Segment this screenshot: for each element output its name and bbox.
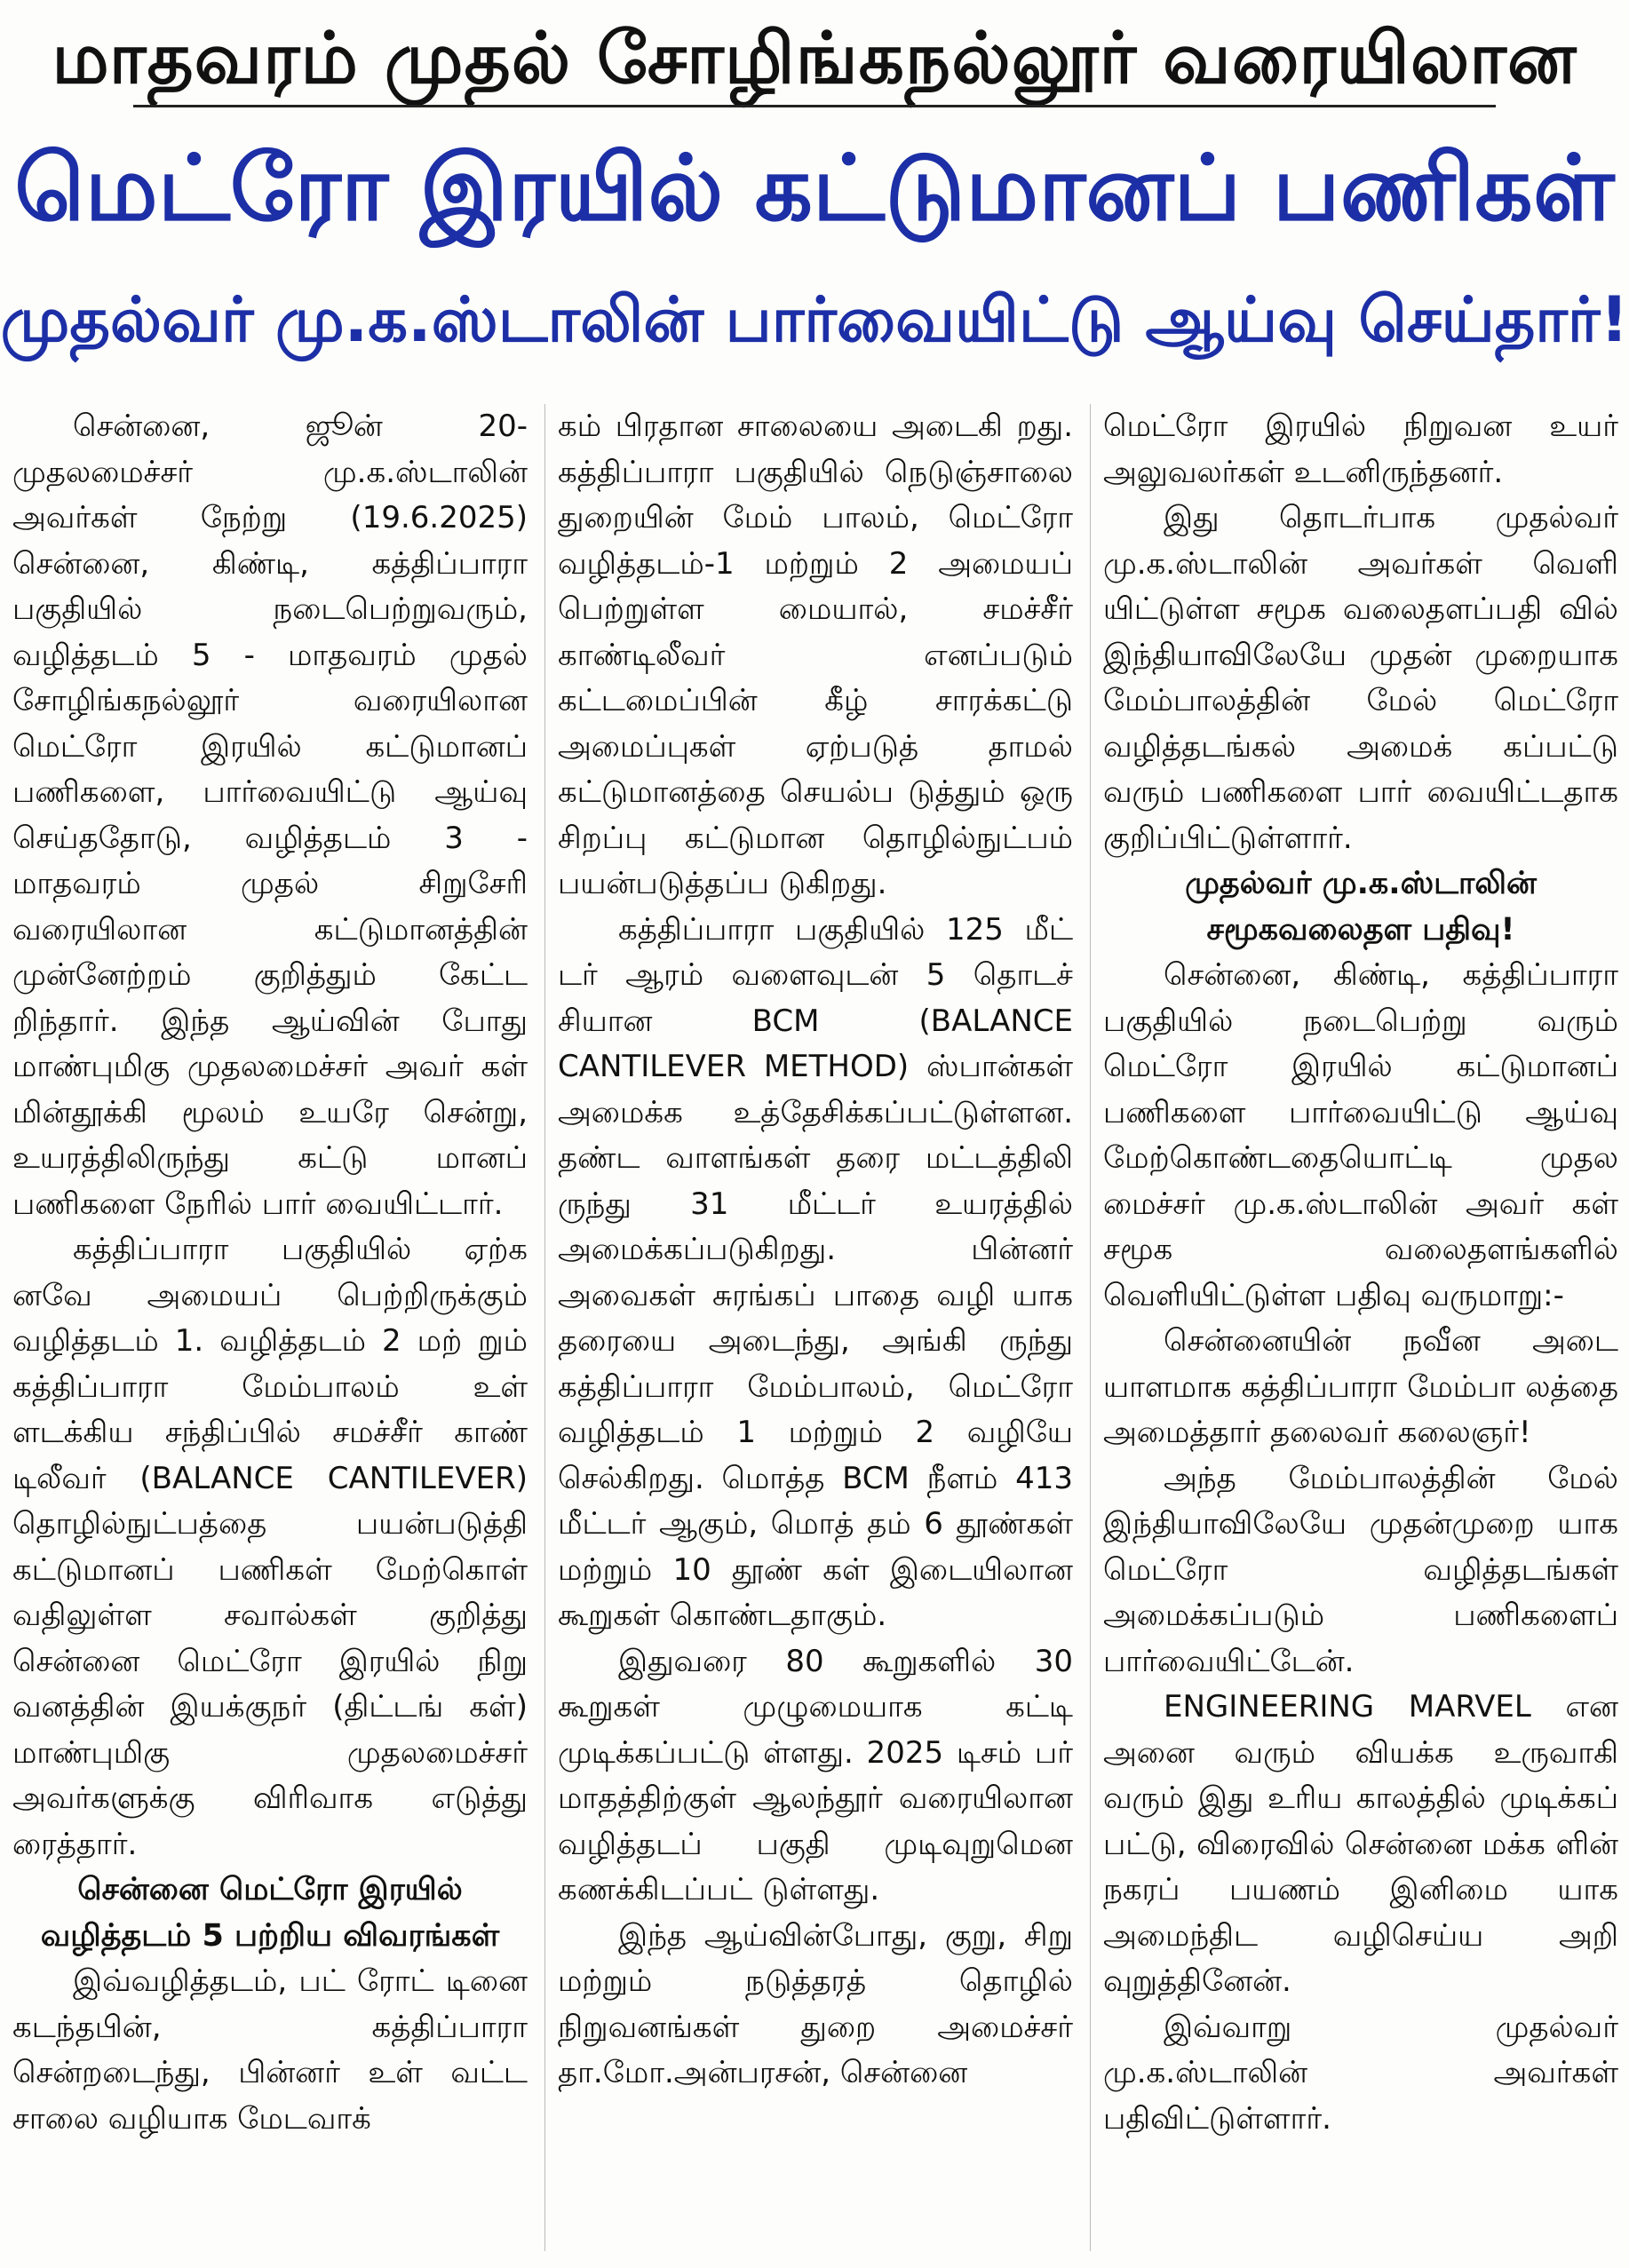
article-column-1 [12,404,528,2142]
main-headline-line1: மெட்ரோ இரயில் கட்டுமானப் பணிகள் [14,136,1615,242]
article-column-3 [1103,404,1618,2142]
paragraph: சென்னை, கிண்டி, கத்திப்பாரா பகுதியில் நடைபெற்று வரும் மெட்ரோ இரயில் கட்டுமானப் பணிகளை பார்வையிட்டு ஆய்வு மேற்கொண்டதையொட்டி முதல மைச்சர் மு.க.ஸ்டாலின் அவர் கள் சமூக வலைதளங்களில் வெளியிட்டுள்ள பதிவு வருமாறு:- [1103,957,1618,1313]
paragraph: இதுவரை 80 கூறுகளில் 30 கூறுகள் முழுமையாக கட்டி முடிக்கப்பட்டு ள்ளது. 2025 டிசம் பர் மாதத்திற்குள் ஆலந்தூர் வரையிலான வழித்தடப் பகுதி முடிவுறுமென கணக்கிடப்பட் டுள்ளது. [558,1643,1073,1907]
paragraph: இந்த ஆய்வின்போது, குறு, சிறு மற்றும் நடுத்தரத் தொழில் நிறுவனங்கள் துறை அமைச்சர் தா.மோ.அன்பரசன், சென்னை [558,1917,1073,2090]
paragraph: மெட்ரோ இரயில் நிறுவன உயர் அலுவலர்கள் உடனிருந்தனர். [1103,408,1618,490]
article-column-2 [558,404,1073,2097]
subheading: சென்னை மெட்ரோ இரயில் வழித்தடம் 5 பற்றிய விவரங்கள் [40,1872,500,1954]
paragraph: கத்திப்பாரா பகுதியில் ஏற்க னவே அமையப் பெற்றிருக்கும் வழித்தடம் 1. வழித்தடம் 2 மற் றும் கத்திப்பாரா மேம்பாலம் உள் ளடக்கிய சந்திப்பில் சமச்சீர் காண் டிலீவர் (BALANCE CANTILEVER) தொழில்நுட்பத்தை பயன்படுத்தி கட்டுமானப் பணிகள் மேற்கொள் வதிலுள்ள சவால்கள் குறித்து சென்னை மெட்ரோ இரயில் நிறு வனத்தின் இயக்குநர் (திட்டங் கள்) மாண்புமிகு முதலமைச்சர் அவர்களுக்கு விரிவாக எடுத்து ரைத்தார். [12,1232,528,1862]
paragraph: கத்திப்பாரா பகுதியில் 125 மீட் டர் ஆரம் வளைவுடன் 5 தொடச் சியான BCM (BALANCE CANTILEVER METHOD) ஸ்பான்கள் அமைக்க உத்தேசிக்கப்பட்டுள்ளன. தண்ட வாளங்கள் தரை மட்டத்திலி ருந்து 31 மீட்டர் உயரத்தில் அமைக்கப்படுகிறது. பின்னர் அவைகள் சுரங்கப் பாதை வழி யாக தரையை அடைந்து, அங்கி ருந்து கத்திப்பாரா மேம்பாலம், மெட்ரோ வழித்தடம் 1 மற்றும் 2 வழியே செல்கிறது. மொத்த BCM நீளம் 413 மீட்டர் ஆகும், மொத் தம் 6 தூண்கள் மற்றும் 10 தூண் கள் இடையிலான கூறுகள் கொண்டதாகும். [558,911,1073,1633]
paragraph: இது தொடர்பாக முதல்வர் மு.க.ஸ்டாலின் அவர்கள் வெளி யிட்டுள்ள சமூக வலைதளப்பதி வில் இந்தியாவிலேயே முதன் முறையாக மேம்பாலத்தின் மேல் மெட்ரோ வழித்தடங்கல் அமைக் கப்பட்டு வரும் பணிகளை பார் வையிட்டதாக குறிப்பிட்டுள்ளார். [1103,500,1618,856]
subheading: முதல்வர் மு.க.ஸ்டாலின் சமூகவலைதள பதிவு! [1185,866,1537,948]
main-headline-line2: முதல்வர் மு.க.ஸ்டாலின் பார்வையிட்டு ஆய்வு செய்தார்! [0,283,1629,356]
column-divider [544,404,545,2251]
paragraph: சென்னை, ஜூன் 20- முதலமைச்சர் மு.க.ஸ்டாலின் அவர்கள் நேற்று (19.6.2025) சென்னை, கிண்டி, கத்திப்பாரா பகுதியில் நடைபெற்றுவரும், வழித்தடம் 5 - மாதவரம் முதல் சோழிங்கநல்லூர் வரையிலான மெட்ரோ இரயில் கட்டுமானப் பணிகளை, பார்வையிட்டு ஆய்வு செய்ததோடு, வழித்தடம் 3 - மாதவரம் முதல் சிறுசேரி வரையிலான கட்டுமானத்தின் முன்னேற்றம் குறித்தும் கேட்ட றிந்தார். இந்த ஆய்வின் போது மாண்புமிகு முதலமைச்சர் அவர் கள் மின்தூக்கி மூலம் உயரே சென்று, உயரத்திலிருந்து கட்டு மானப் பணிகளை நேரில் பார் வையிட்டார். [12,408,528,1222]
paragraph: இவ்வாறு முதல்வர் மு.க.ஸ்டாலின் அவர்கள் பதிவிட்டுள்ளார். [1103,2009,1618,2137]
column-divider [1090,404,1091,2251]
paragraph: சென்னையின் நவீன அடை யாளமாக கத்திப்பாரா மேம்பா லத்தை அமைத்தார் தலைவர் கலைஞர்! [1103,1323,1618,1450]
kicker-rule [133,105,1496,107]
kicker-headline: மாதவரம் முதல் சோழிங்கநல்லூர் வரையிலான [52,17,1577,99]
paragraph: அந்த மேம்பாலத்தின் மேல் இந்தியாவிலேயே முதன்முறை யாக மெட்ரோ வழித்தடங்கள் அமைக்கப்படும் பணிகளைப் பார்வையிட்டேன். [1103,1460,1618,1679]
paragraph: இவ்வழித்தடம், பட் ரோட் டினை கடந்தபின், கத்திப்பாரா சென்றடைந்து, பின்னர் உள் வட்ட சாலை வழியாக மேடவாக் [12,1963,528,2137]
paragraph: கம் பிரதான சாலையை அடைகி றது. கத்திப்பாரா பகுதியில் நெடுஞ்சாலை துறையின் மேம் பாலம், மெட்ரோ வழித்தடம்-1 மற்றும் 2 அமையப் பெற்றுள்ள மையால், சமச்சீர் காண்டிலீவர் எனப்படும் கட்டமைப்பின் கீழ் சாரக்கட்டு அமைப்புகள் ஏற்படுத் தாமல் கட்டுமானத்தை செயல்ப டுத்தும் ஒரு சிறப்பு கட்டுமான தொழில்நுட்பம் பயன்படுத்தப்ப டுகிறது. [558,408,1073,901]
paragraph: ENGINEERING MARVEL என அனை வரும் வியக்க உருவாகி வரும் இது உரிய காலத்தில் முடிக்கப் பட்டு, விரைவில் சென்னை மக்க ளின் நகரப் பயணம் இனிமை யாக அமைந்திட வழிசெய்ய அறி வுறுத்தினேன். [1103,1689,1618,1999]
